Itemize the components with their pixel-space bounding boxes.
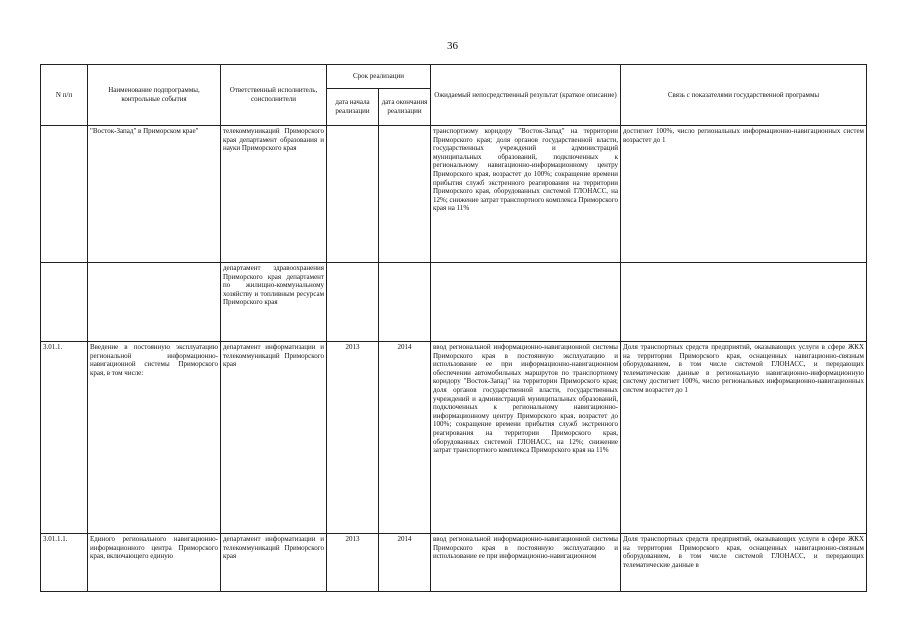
cell-executor: департамент информатизации и телекоммуникаций Приморского края bbox=[221, 342, 327, 534]
table-row bbox=[41, 342, 867, 534]
page-number: 36 bbox=[447, 40, 458, 52]
cell-name: Единого регионального навигационно-информационного центра Приморского края, включающего единую bbox=[88, 534, 221, 592]
cell-link bbox=[621, 263, 867, 342]
cell-end: 2014 bbox=[379, 342, 431, 534]
cell-end bbox=[379, 126, 431, 263]
header-end: дата окончания реализации bbox=[379, 89, 431, 126]
table-row bbox=[41, 534, 867, 592]
cell-result: транспортному коридору "Восток-Запад" на территории Приморского края; доля органов государственной власти, государственных учреждений и администраций муниципальных образований, подключенных к региональному навигационно-информационному центру Приморского края, возрастет до 100%; сокращение времени прибытия служб экстренного реагирования на территории Приморского края, оборудованных системой ГЛОНАСС, на 12%; снижение затрат транспортного комплекса Приморского края на 11% bbox=[431, 126, 621, 263]
cell-name bbox=[88, 263, 221, 342]
header-period: Срок реализации bbox=[327, 65, 431, 89]
header-start: дата начала реализации bbox=[327, 89, 379, 126]
header-executor: Ответственный исполнитель, соисполнители bbox=[221, 65, 327, 126]
cell-end bbox=[379, 263, 431, 342]
table-row bbox=[41, 263, 867, 342]
cell-link: достигнет 100%, число региональных информационно-навигационных систем возрастет до 1 bbox=[621, 126, 867, 263]
header-num: N п/п bbox=[41, 65, 88, 126]
cell-num bbox=[41, 126, 88, 263]
header-link: Связь с показателями государственной программы bbox=[621, 65, 867, 126]
cell-result bbox=[431, 263, 621, 342]
cell-link: Доля транспортных средств предприятий, оказывающих услуги в сфере ЖКХ на территории Приморского края, оснащенных навигационно-связным оборудованием, в том числе системой ГЛОНАСС, и передающих телематические данные в bbox=[621, 534, 867, 592]
cell-name: "Восток-Запад" в Приморском крае" bbox=[88, 126, 221, 263]
table-row bbox=[41, 126, 867, 263]
cell-start: 2013 bbox=[327, 534, 379, 592]
header-result: Ожидаемый непосредственный результат (краткое описание) bbox=[431, 65, 621, 126]
cell-link: Доля транспортных средств предприятий, оказывающих услуги в сфере ЖКХ на территории Приморского края, оснащенных навигационно-связным оборудованием, в том числе системой ГЛОНАСС, и передающих телематические данные в региональную навигационно-информационную систему достигнет 100%, число региональных информационно-навигационных систем возрастет до 1 bbox=[621, 342, 867, 534]
cell-executor: департамент информатизации и телекоммуникаций Приморского края bbox=[221, 534, 327, 592]
cell-num: 3.01.1. bbox=[41, 342, 88, 534]
cell-start bbox=[327, 126, 379, 263]
program-table bbox=[40, 64, 867, 592]
cell-executor: телекоммуникаций Приморского края департамент образования и науки Приморского края bbox=[221, 126, 327, 263]
cell-result: ввод региональной информационно-навигационной системы Приморского края в постоянную эксплуатацию и использование ее при информационно-навигационном bbox=[431, 534, 621, 592]
cell-num: 3.01.1.1. bbox=[41, 534, 88, 592]
cell-num bbox=[41, 263, 88, 342]
cell-name: Введение в постоянную эксплуатацию региональной информационно-навигационной системы Приморского края, в том числе: bbox=[88, 342, 221, 534]
cell-end: 2014 bbox=[379, 534, 431, 592]
cell-start: 2013 bbox=[327, 342, 379, 534]
cell-result: ввод региональной информационно-навигационной системы Приморского края в постоянную эксплуатацию и использование ее при информационно-навигационном обеспечении автомобильных маршрутов по транспортному коридору "Восток-Запад" на территории Приморского края; доля органов государственной власти, государственных учреждений и администраций муниципальных образований, подключенных к региональному навигационно-информационному центру Приморского края, возрастет до 100%; сокращение времени прибытия служб экстренного реагирования на территории Приморского края, оборудованных системой ГЛОНАСС, на 12%; снижение затрат транспортного комплекса Приморского края на 11% bbox=[431, 342, 621, 534]
header-name: Наименование подпрограммы, контрольные события bbox=[88, 65, 221, 126]
cell-start bbox=[327, 263, 379, 342]
cell-executor: департамент здравоохранения Приморского края департамент по жилищно-коммунальному хозяйству и топливным ресурсам Приморского края bbox=[221, 263, 327, 342]
